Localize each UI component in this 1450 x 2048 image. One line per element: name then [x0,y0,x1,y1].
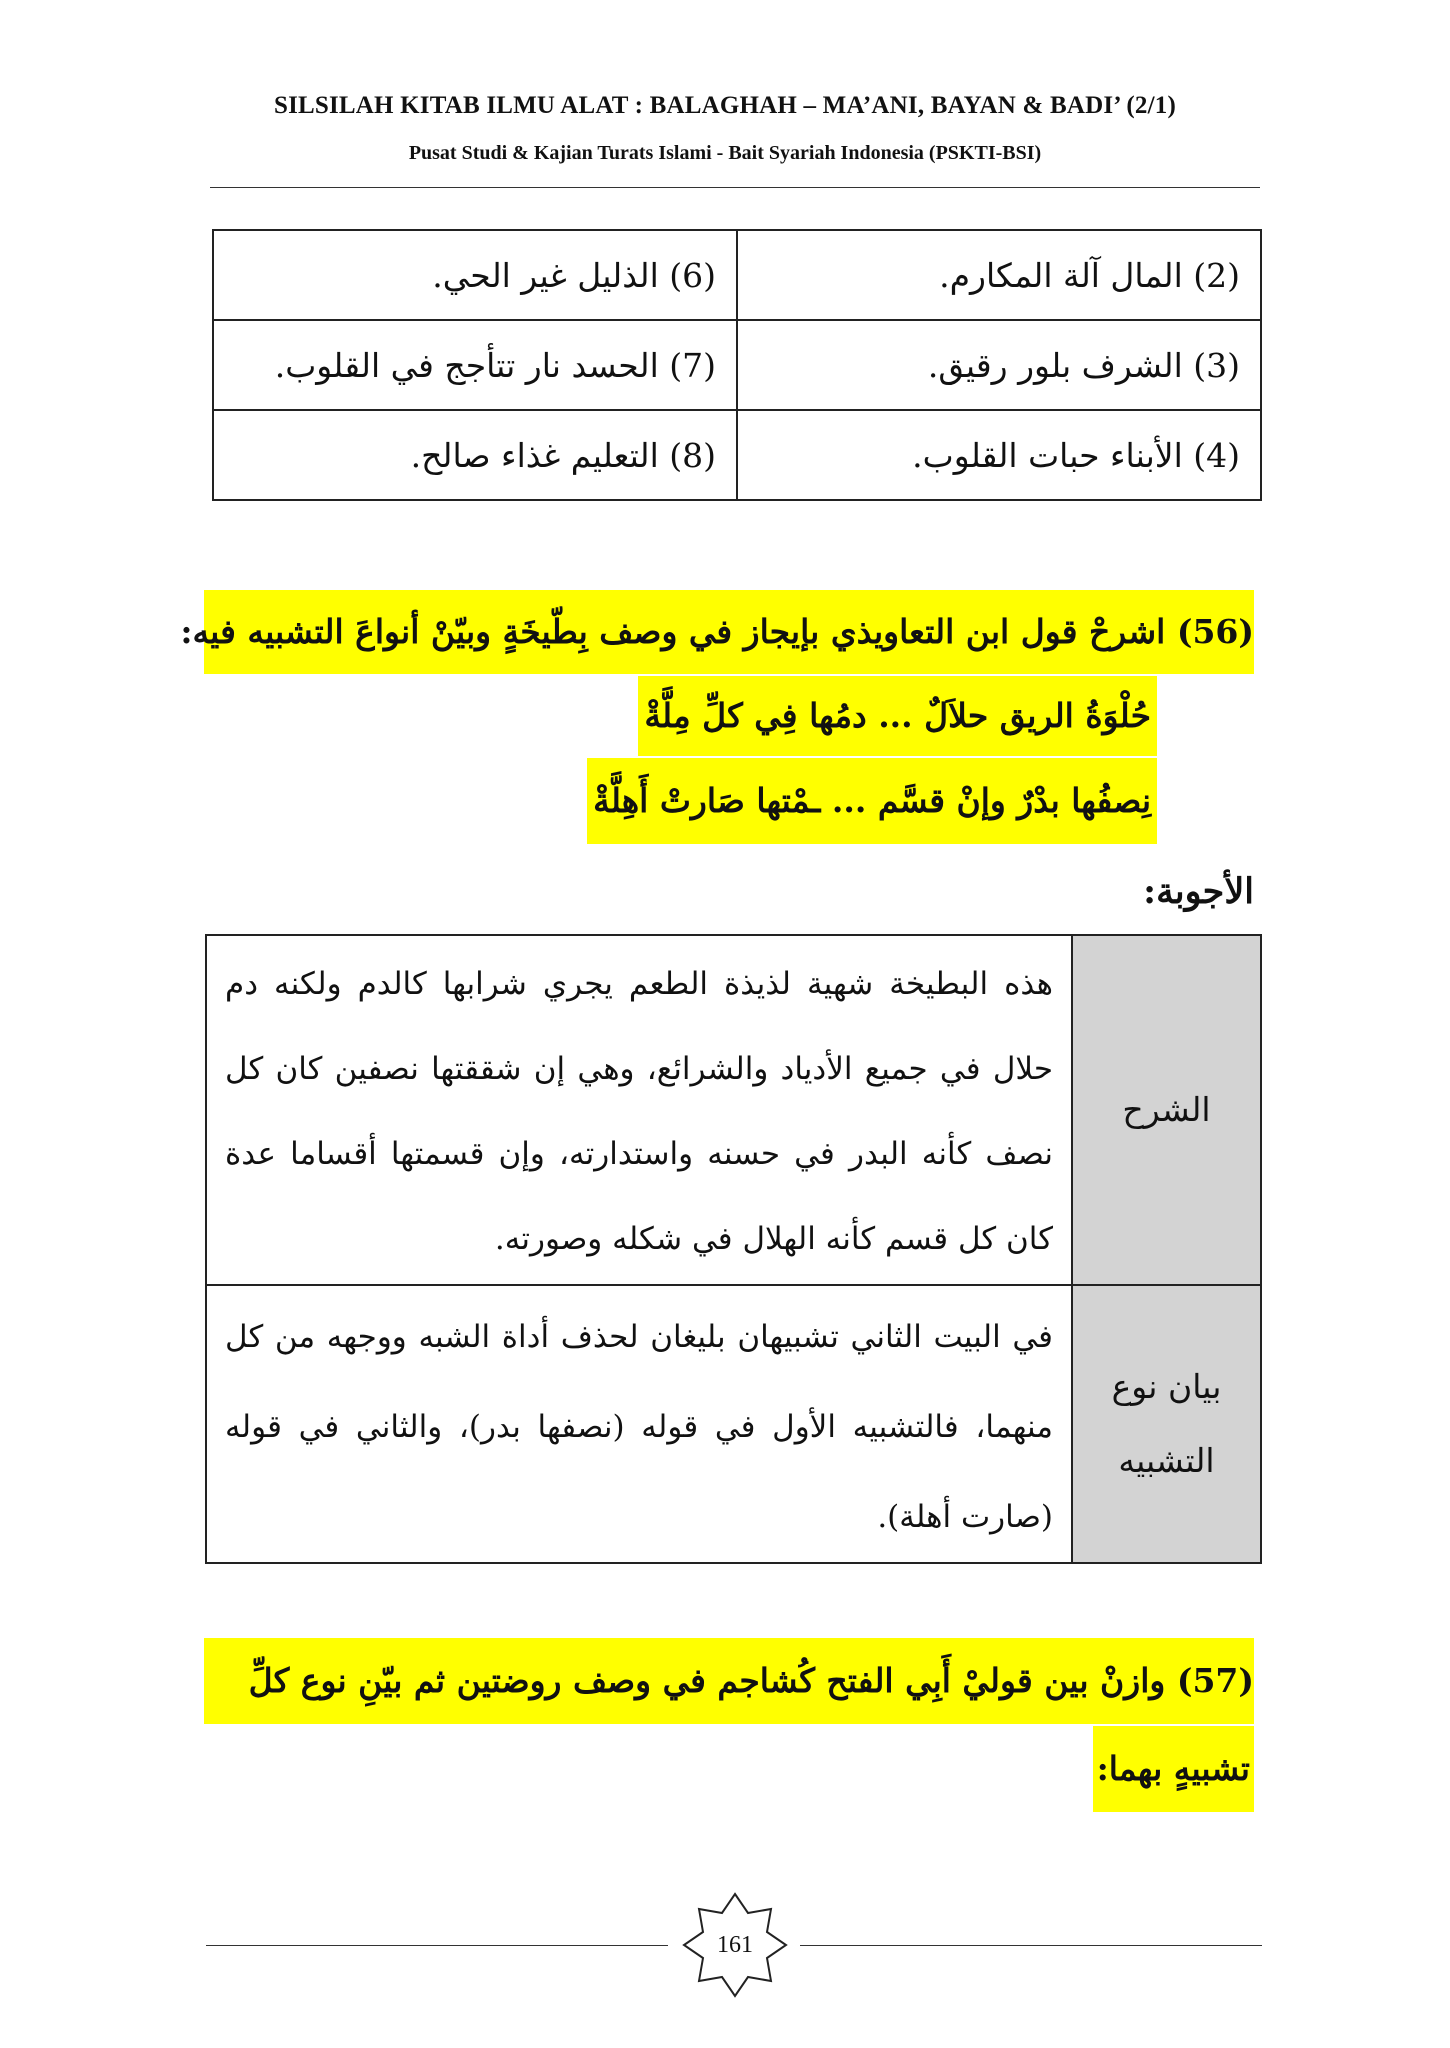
example-cell: (4) الأبناء حبات القلوب. [737,410,1261,500]
answer-label-cell: بيان نوع التشبيه [1072,1285,1261,1563]
page-number: 161 [717,1932,753,1958]
table-row [213,230,1261,320]
answers-heading: الأجوبة: [1143,871,1254,912]
question-57-prompt-cont: تشبيهٍ بهما: [1093,1726,1254,1812]
footer-rule-left [206,1945,668,1946]
answers-table [205,934,1262,1564]
answer-text-cell: في البيت الثاني تشبيهان بليغان لحذف أداة الشبه ووجهه من كل منهما، فالتشبيه الأول في قوله (نصفها بدر)، والثاني في قوله (صارت أهلة). [206,1285,1072,1563]
running-title: SILSILAH KITAB ILMU ALAT : BALAGHAH – MA’ANI, BAYAN & BADI’ (2/1) [273,92,1176,119]
example-cell: (6) الذليل غير الحي. [213,230,737,320]
example-cell: (2) المال آلة المكارم. [737,230,1261,320]
example-cell: (7) الحسد نار تتأجج في القلوب. [213,320,737,410]
header-divider [210,187,1260,188]
question-57-prompt: (57) وازنْ بين قوليْ أَبِي الفتح كُشاجم في وصف روضتين ثم بيّنِ نوع كلِّ [204,1638,1254,1724]
footer-rule-right [800,1945,1262,1946]
example-cell: (3) الشرف بلور رقيق. [737,320,1261,410]
question-56-verse-1: حُلْوَةُ الريق حلاَلٌ ... دمُها فِي كلِّ مِلَّةْ [638,676,1157,756]
examples-table [212,229,1262,501]
answer-label-cell: الشرح [1072,935,1261,1285]
question-56-verse-2: نِصفُها بدْرٌ وإنْ قسَّم ... ـمْتها صَارتْ أَهِلَّةْ [587,758,1157,844]
question-56-prompt: (56) اشرحْ قول ابن التعاويذي بإيجاز في وصف بِطّيخَةٍ وبيّنْ أنواعَ التشبيه فيه: [204,590,1254,674]
running-subtitle: Pusat Studi & Kajian Turats Islami - Bait Syariah Indonesia (PSKTI-BSI) [408,142,1042,164]
table-row [213,320,1261,410]
answer-text-cell: هذه البطيخة شهية لذيذة الطعم يجري شرابها كالدم ولكنه دم حلال في جميع الأدياد والشرائع، وهي إن شققتها نصفين كان كل نصف كأنه البدر في حسنه واستدارته، وإن قسمتها أقساما عدة كان كل قسم كأنه الهلال في شكله وصورته. [206,935,1072,1285]
table-row [213,410,1261,500]
table-row [206,1285,1261,1563]
example-cell: (8) التعليم غذاء صالح. [213,410,737,500]
table-row [206,935,1261,1285]
